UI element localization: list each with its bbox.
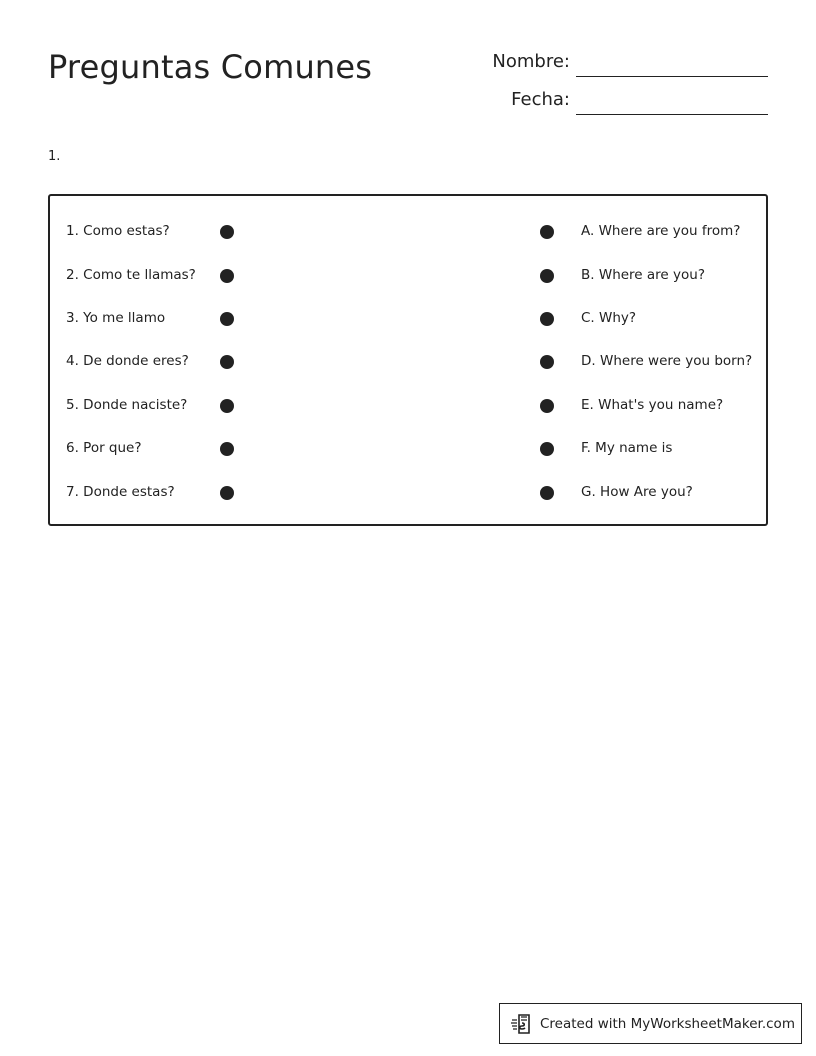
right-item: E. What's you name?	[581, 397, 724, 413]
right-item: B. Where are you?	[581, 267, 705, 283]
match-row	[50, 220, 766, 244]
left-item: 2. Como te llamas?	[66, 267, 196, 283]
left-item: 7. Donde estas?	[66, 484, 175, 500]
left-dot[interactable]	[220, 442, 234, 456]
right-dot[interactable]	[540, 486, 554, 500]
left-dot[interactable]	[220, 312, 234, 326]
date-field	[470, 89, 768, 115]
date-label: Fecha:	[511, 89, 570, 110]
left-item: 4. De donde eres?	[66, 353, 189, 369]
match-row	[50, 437, 766, 461]
right-item: A. Where are you from?	[581, 223, 741, 239]
right-dot[interactable]	[540, 269, 554, 283]
left-dot[interactable]	[220, 355, 234, 369]
left-item: 6. Por que?	[66, 440, 142, 456]
right-item: G. How Are you?	[581, 484, 693, 500]
question-number: 1.	[48, 149, 61, 164]
right-item: C. Why?	[581, 310, 637, 326]
left-dot[interactable]	[220, 225, 234, 239]
left-item: 1. Como estas?	[66, 223, 170, 239]
right-item: D. Where were you born?	[581, 353, 753, 369]
match-row	[50, 307, 766, 331]
date-line[interactable]	[576, 114, 768, 115]
page-title: Preguntas Comunes	[48, 48, 373, 86]
left-item: 5. Donde naciste?	[66, 397, 188, 413]
match-row	[50, 350, 766, 374]
right-dot[interactable]	[540, 442, 554, 456]
worksheet-maker-logo-icon	[510, 1012, 534, 1036]
left-dot[interactable]	[220, 269, 234, 283]
footer-text: Created with MyWorksheetMaker.com	[540, 1015, 795, 1032]
name-field	[470, 51, 768, 77]
right-dot[interactable]	[540, 225, 554, 239]
right-dot[interactable]	[540, 399, 554, 413]
footer-credit[interactable]	[499, 1003, 802, 1044]
right-item: F. My name is	[581, 440, 673, 456]
match-row	[50, 394, 766, 418]
name-label: Nombre:	[492, 51, 570, 72]
left-dot[interactable]	[220, 486, 234, 500]
match-row	[50, 264, 766, 288]
matching-box	[48, 194, 768, 526]
right-dot[interactable]	[540, 355, 554, 369]
left-item: 3. Yo me llamo	[66, 310, 166, 326]
name-line[interactable]	[576, 76, 768, 77]
left-dot[interactable]	[220, 399, 234, 413]
match-row	[50, 481, 766, 505]
right-dot[interactable]	[540, 312, 554, 326]
